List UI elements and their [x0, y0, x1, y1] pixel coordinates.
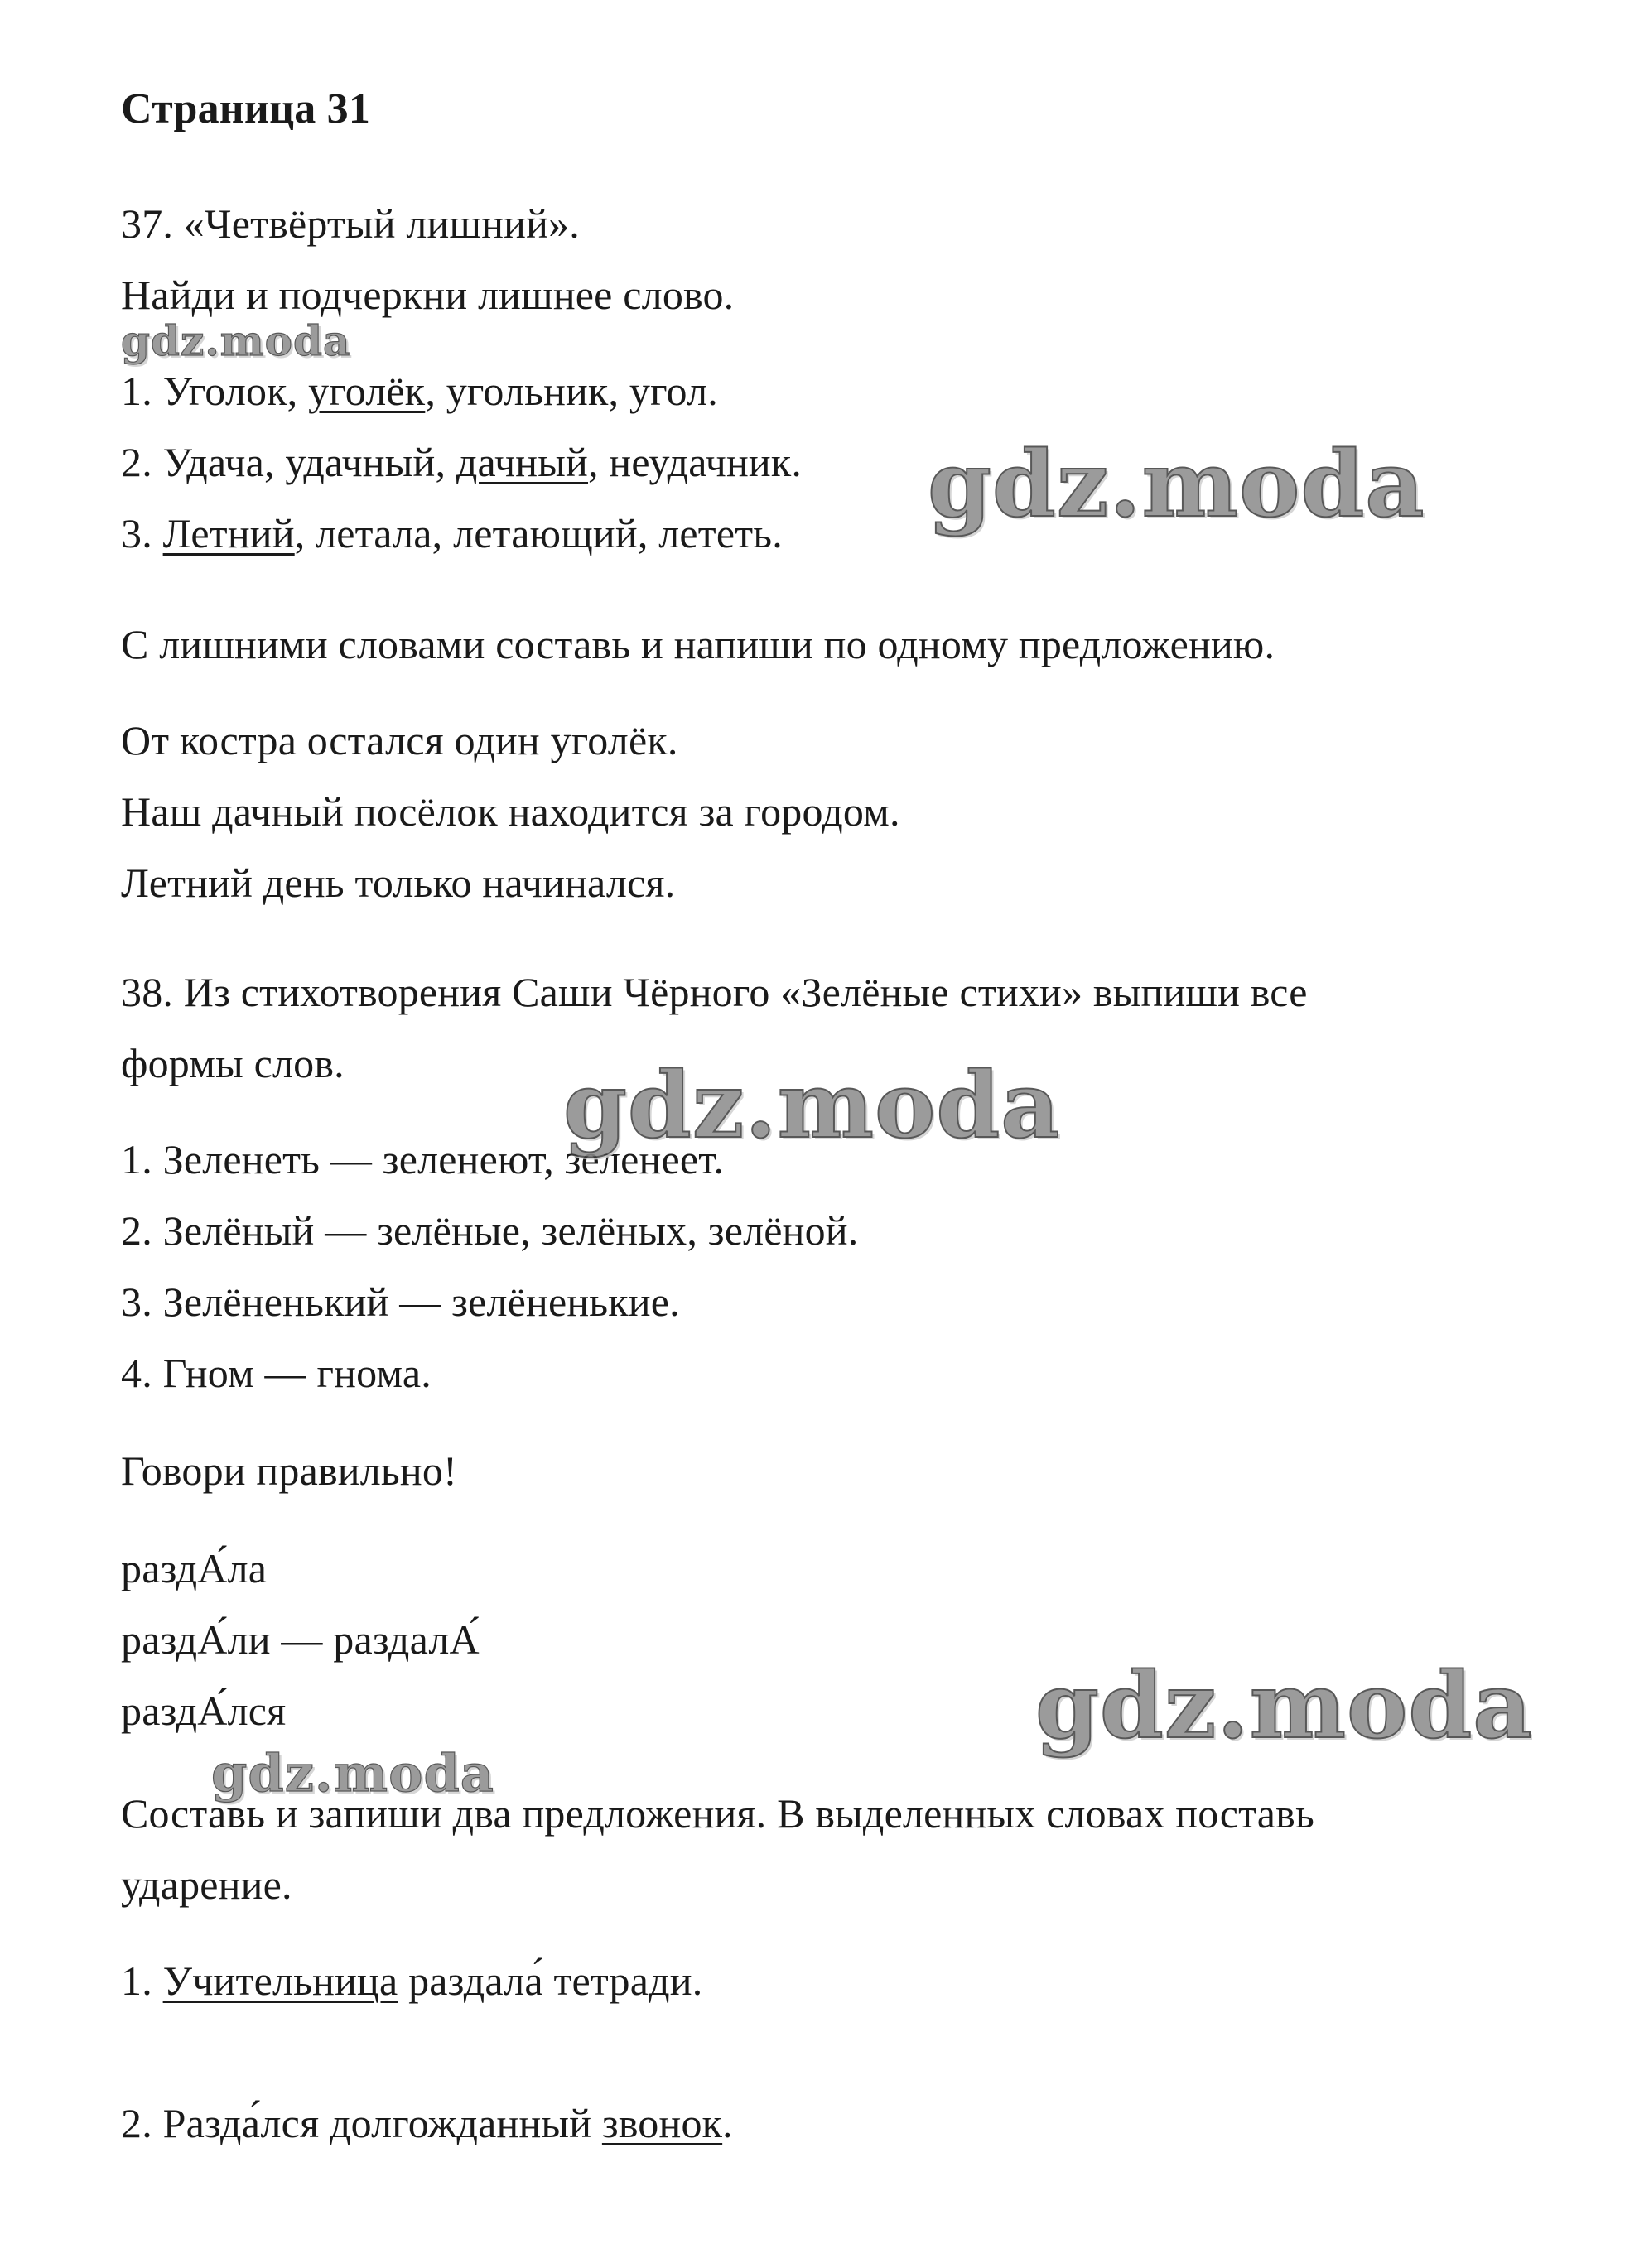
say-right-heading: Говори правильно!	[121, 1447, 457, 1494]
task37-instruction: Найди и подчеркни лишнее слово.	[121, 272, 735, 318]
item-text: Удача, удачный,	[162, 439, 456, 485]
item-number: 1.	[121, 368, 163, 414]
item-number: 2.	[121, 439, 163, 485]
stress-word-1: раздА́ла	[121, 1545, 268, 1591]
item-text: Уголок,	[162, 368, 309, 414]
task37-title: 37. «Четвёртый лишний».	[121, 200, 580, 247]
answer-2	[121, 2098, 733, 2148]
task37-sentence-3: Летний день только начинался.	[121, 860, 676, 906]
item-number: 3.	[121, 510, 163, 556]
task38-item-2: 2. Зелёный — зелёные, зелёных, зелёной.	[121, 1207, 859, 1254]
item-number: 2.	[121, 2100, 163, 2146]
page-title: Страница 31	[121, 85, 371, 132]
item-text: , летала, летающий, лететь.	[294, 510, 783, 556]
item-number: 1.	[121, 1957, 163, 2004]
answer-1	[121, 1956, 702, 2006]
task37-item-3	[121, 508, 783, 558]
task38-instruction-line-2: ударение.	[121, 1861, 292, 1908]
item-text: Разда́лся долгожданный	[162, 2100, 602, 2146]
watermark: gdz.moda	[121, 316, 351, 365]
underlined-word: уголёк	[308, 368, 426, 414]
underlined-word: Учительница	[162, 1957, 398, 2004]
watermark: gdz.moda	[1035, 1652, 1533, 1759]
watermark: gdz.moda	[211, 1743, 494, 1803]
task38-item-1: 1. Зеленеть — зеленеют, зеленеет.	[121, 1136, 725, 1182]
task38-item-4: 4. Гном — гнома.	[121, 1350, 432, 1396]
item-text: , угольник, угол.	[425, 368, 718, 414]
underlined-word: звонок	[601, 2100, 723, 2146]
task37-sentence-2: Наш дачный посёлок находится за городом.	[121, 788, 900, 835]
task38-title-line-2: формы слов.	[121, 1040, 345, 1086]
underlined-word: Летний	[162, 510, 295, 556]
task38-title-line-1: 38. Из стихотворения Саши Чёрного «Зелёные стихи» выпиши все	[121, 969, 1308, 1015]
watermark: gdz.moda	[563, 1052, 1061, 1158]
task38-instruction-line-1: Составь и запиши два предложения. В выделенных словах поставь	[121, 1790, 1314, 1837]
task37-instruction-2: С лишними словами составь и напиши по одному предложению.	[121, 621, 1275, 667]
underlined-word: дачный	[456, 439, 589, 485]
task37-sentence-1: От костра остался один уголёк.	[121, 717, 678, 763]
stress-word-2: раздА́ли — раздалА́	[121, 1616, 480, 1663]
item-text: .	[722, 2100, 733, 2146]
task37-item-2	[121, 437, 802, 487]
item-text: раздала́ тетради.	[398, 1957, 703, 2004]
task38-item-3: 3. Зелёненький — зелёненькие.	[121, 1278, 680, 1325]
stress-word-3: раздА́лся	[121, 1688, 287, 1734]
task37-item-1	[121, 366, 718, 416]
item-text: , неудачник.	[588, 439, 803, 485]
watermark: gdz.moda	[928, 431, 1425, 537]
